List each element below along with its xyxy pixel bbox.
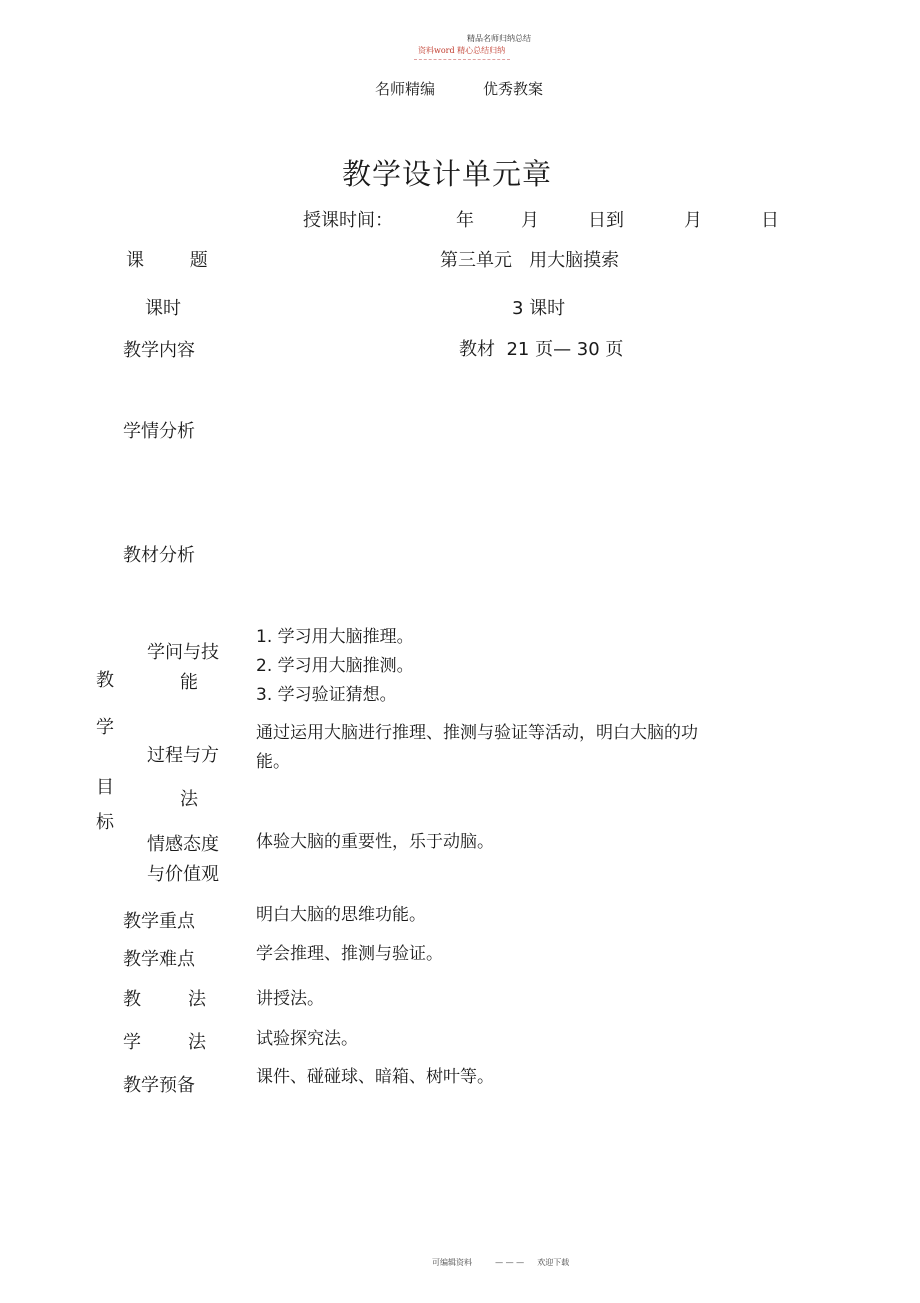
date-day-2: 日	[761, 210, 779, 231]
material-analysis-label: 教材分析	[123, 545, 195, 566]
footer-right: 欢迎下载	[537, 1258, 570, 1267]
process-text-line-1: 通过运用大脑进行推理、推测与验证等活动，明白大脑的功	[256, 723, 698, 743]
page-footer	[432, 1257, 569, 1268]
page-title: 教学设计单元章	[342, 157, 553, 191]
watermark-line-2: 资料word 精心总结归纳	[418, 46, 506, 55]
date-label: 授课时间：	[303, 210, 393, 231]
date-day-to: 日到	[588, 210, 624, 231]
key-point-label: 教学重点	[123, 911, 195, 932]
attitude-label-line-2: 与价值观	[147, 864, 219, 885]
preparation-label: 教学预备	[123, 1075, 195, 1096]
header-right: 优秀教案	[483, 80, 544, 98]
knowledge-item-1: 1. 学习用大脑推理。	[256, 627, 414, 647]
content-label: 教学内容	[123, 340, 195, 361]
teach-method-label-a: 教	[123, 989, 141, 1010]
attitude-label-line-1: 情感态度	[147, 834, 219, 855]
teach-method-value: 讲授法。	[256, 989, 324, 1009]
attitude-text: 体验大脑的重要性，乐于动脑。	[256, 832, 494, 852]
objectives-group-char-2: 学	[96, 717, 114, 738]
knowledge-label-line-2: 能	[180, 672, 198, 693]
difficulty-label: 教学难点	[123, 949, 195, 970]
learn-method-label-a: 学	[123, 1032, 141, 1053]
knowledge-item-3: 3. 学习验证猜想。	[256, 685, 397, 705]
knowledge-label-line-1: 学问与技	[147, 642, 219, 663]
date-year: 年	[456, 210, 474, 231]
date-month-2: 月	[684, 210, 702, 231]
watermark-line-1: 精品名师归纳总结	[467, 34, 531, 43]
teach-method-label-b: 法	[188, 989, 206, 1010]
footer-left: 可编辑资料	[432, 1258, 472, 1267]
watermark-divider	[414, 59, 510, 60]
objectives-group-char-3: 目	[96, 777, 114, 798]
hours-label: 课时	[145, 298, 181, 319]
date-month: 月	[521, 210, 539, 231]
preparation-value: 课件、碰碰球、暗箱、树叶等。	[256, 1067, 494, 1087]
process-label-line-2: 法	[180, 789, 198, 810]
objectives-group-char-1: 教	[96, 670, 114, 691]
header-left: 名师精编	[375, 80, 436, 98]
topic-label: 课 题	[126, 250, 208, 271]
content-value: 教材 21 页— 30 页	[459, 339, 624, 360]
key-point-value: 明白大脑的思维功能。	[256, 905, 426, 925]
process-label-line-1: 过程与方	[147, 745, 219, 766]
footer-dashes: — — —	[495, 1258, 525, 1267]
objectives-group-char-4: 标	[96, 812, 114, 833]
topic-value: 第三单元 用大脑摸索	[440, 250, 620, 271]
page-header	[375, 78, 543, 99]
knowledge-item-2: 2. 学习用大脑推测。	[256, 656, 414, 676]
learn-method-label-b: 法	[188, 1032, 206, 1053]
learn-method-value: 试验探究法。	[256, 1029, 358, 1049]
hours-value: 3 课时	[512, 298, 566, 319]
process-text-line-2: 能。	[256, 752, 290, 772]
difficulty-value: 学会推理、推测与验证。	[256, 944, 443, 964]
student-analysis-label: 学情分析	[123, 421, 195, 442]
